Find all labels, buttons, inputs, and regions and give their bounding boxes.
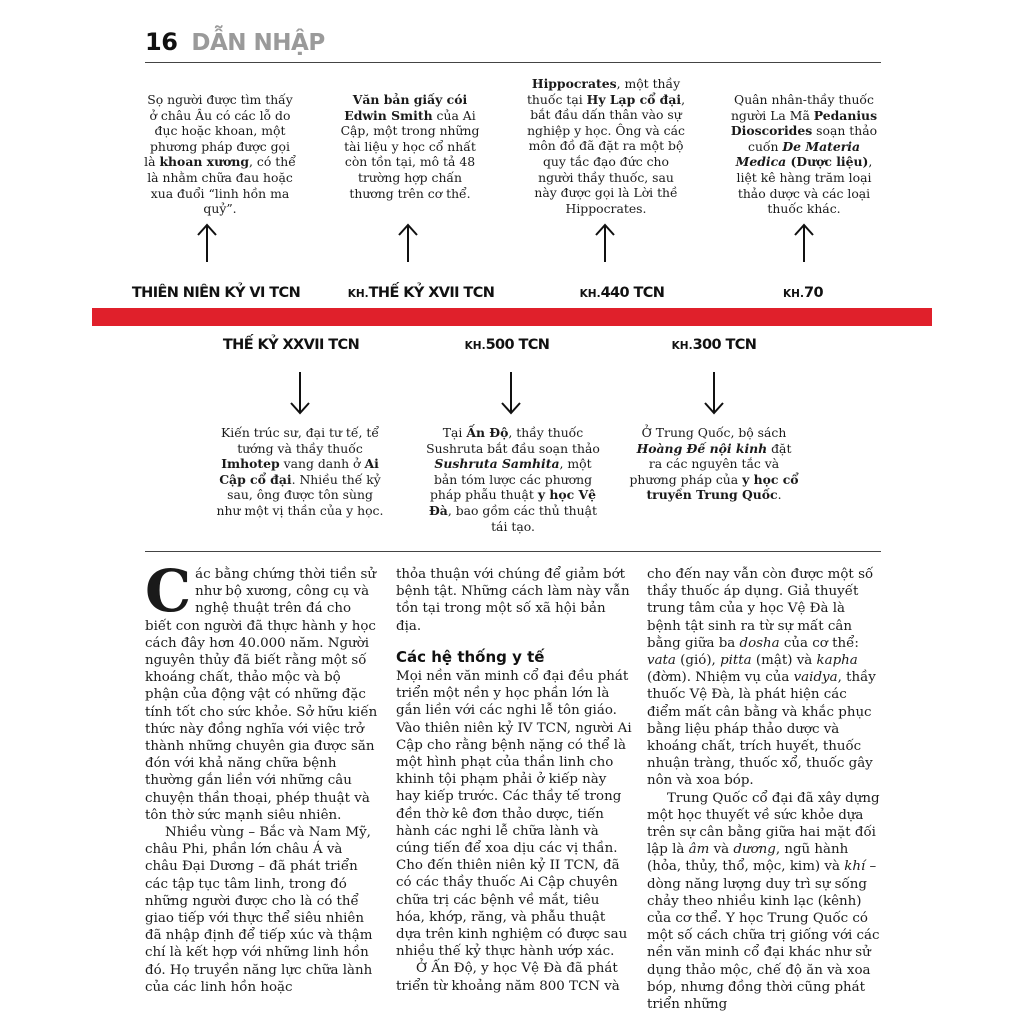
timeline-bottom-text-1: Kiến trúc sư, đại tư tế, tể tướng và thầy thuốc Imhotep vang danh ở Ai Cập cổ đại. Nhiều thế kỷ sau, ông được tôn sùng như một vị thần của y học. [216,425,384,518]
arrow-down-icon [499,370,523,416]
timeline-top-text-2: Văn bản giấy cói Edwin Smith của Ai Cập, một trong những tài liệu y học cổ nhất còn tồn tại, mô tả 48 trường hợp chấn thương trên cơ thể. [340,92,480,201]
timeline-bottom-text-3: Ở Trung Quốc, bộ sách Hoàng Đế nội kinh đặt ra các nguyên tắc và phương pháp của y học cổ truyền Trung Quốc. [629,425,799,503]
body-column-2: thỏa thuận với chúng để giảm bớt bệnh tật. Những cách làm này vẫn tồn tại trong một số xã hội bản địa. Các hệ thống y tế Mọi nền văn minh cổ đại đều phát triển một nền y học phần lớn là gắn liền với các nghi lễ tôn giáo. Vào thiên niên kỷ IV TCN, người Ai Cập cho rằng bệnh nặng có thể là một hình phạt của thần linh cho khinh tội phạm phải ở kiếp này hay kiếp trước. Các thầy tế trong đền thờ kê đơn thảo dược, tiến hành các nghi lễ chữa lành và cúng tiến để xoa dịu các vị thần. Cho đến thiên niên kỷ II TCN, đã có các thầy thuốc Ai Cập chuyên chữa trị các bệnh về mắt, tiêu hóa, khớp, răng, và phẫu thuật dựa trên kinh nghiệm có được sau nhiều thế kỷ thực hành ướp xác. Ở Ấn Độ, y học Vệ Đà đã phát triển từ khoảng năm 800 TCN và [396,567,632,994]
arrow-up-icon [195,222,219,264]
timeline-top-date-1: THIÊN NIÊN KỶ VI TCN [131,285,301,301]
arrow-up-icon [396,222,420,264]
timeline-top-date-3: KH.440 TCN [579,285,665,301]
arrow-down-icon [702,370,726,416]
page-number: 16 [145,28,178,56]
timeline-top-date-2: KH.THẾ KỶ XVII TCN [347,285,495,301]
body-column-1: Các bằng chứng thời tiền sử như bộ xương, công cụ và nghệ thuật trên đá cho biết con người đã thực hành y học cách đây hơn 40.000 năm. Người nguyên thủy đã biết rằng một số khoáng chất, thảo mộc và bộ phận của động vật có những đặc tính tốt cho sức khỏe. Sở hữu kiến thức này đồng nghĩa với việc trở thành những chuyên gia được săn đón với khả năng chữa bệnh thường gắn liền với những câu chuyện thần thoại, phép thuật và tôn thờ sức mạnh siêu nhiên. Nhiều vùng – Bắc và Nam Mỹ, châu Phi, phần lớn châu Á và châu Đại Dương – đã phát triển các tập tục tâm linh, trong đó những người được cho là có thể giao tiếp với thực thể siêu nhiên đã nhập định để tiếp xúc và thậm chí là kết hợp với những linh hồn đó. Họ truyền năng lực chữa lành của các linh hồn hoặc [145,557,378,995]
arrow-down-icon [288,370,312,416]
timeline-band [92,308,932,326]
timeline-bottom-text-2: Tại Ấn Độ, thầy thuốc Sushruta bắt đầu soạn thảo Sushruta Samhita, một bản tóm lược các phương pháp phẫu thuật y học Vệ Đà, bao gồm các thủ thuật tái tạo. [426,425,600,534]
body-column-3: cho đến nay vẫn còn được một số thầy thuốc áp dụng. Giả thuyết trung tâm của y học Vệ Đà là bệnh tật sinh ra từ sự mất cân bằng giữa ba dosha của cơ thể: vata (gió), pitta (mật) và kapha (đờm). Nhiệm vụ của vaidya, thầy thuốc Vệ Đà, là phát hiện các điểm mất cân bằng và khắc phục bằng liệu pháp thảo dược và khoáng chất, trích huyết, thuốc nhuận tràng, thuốc xổ, thuốc gây nôn và xoa bóp. Trung Quốc cổ đại đã xây dựng một học thuyết về sức khỏe dựa trên sự cân bằng giữa hai mặt đối lập là âm và dương, ngũ hành (hỏa, thủy, thổ, mộc, kim) và khí – dòng năng lượng duy trì sự sống chảy theo nhiều kinh lạc (kênh) của cơ thể. Y học Trung Quốc có một số cách chữa trị giống với các nền văn minh cổ đại khác như sử dụng thảo mộc, chế độ ăn và xoa bóp, nhưng đồng thời cũng phát triển những [647,567,880,1013]
timeline-top-text-3: Hippocrates, một thầy thuốc tại Hy Lạp cổ đại, bắt đầu dấn thân vào sự nghiệp y học. Ông và các môn đồ đã đặt ra một bộ quy tắc đạo đức cho người thầy thuốc, sau này được gọi là Lời thề Hippocrates. [526,76,686,216]
timeline-bottom-date-1: THẾ KỶ XXVII TCN [222,337,360,353]
arrow-up-icon [792,222,816,264]
section-title: DẪN NHẬP [191,30,325,56]
header-rule [145,62,881,63]
timeline-bottom-date-2: KH.500 TCN [464,337,550,353]
arrow-up-icon [593,222,617,264]
timeline-bottom-date-3: KH.300 TCN [671,337,757,353]
timeline-top-text-1: Sọ người được tìm thấy ở châu Âu có các lỗ do đục hoặc khoan, một phương pháp được gọi là khoan xương, có thể là nhằm chữa đau hoặc xua đuổi “linh hồn ma quỷ”. [144,92,296,217]
timeline-top-text-4: Quân nhân-thầy thuốc người La Mã Pedanius Dioscorides soạn thảo cuốn De Materia Medica (Dược liệu), liệt kê hàng trăm loại thảo dược và các loại thuốc khác. [730,92,878,217]
page-header [145,28,325,60]
timeline-top-date-4: KH.70 [783,285,823,301]
section-divider [145,551,881,552]
